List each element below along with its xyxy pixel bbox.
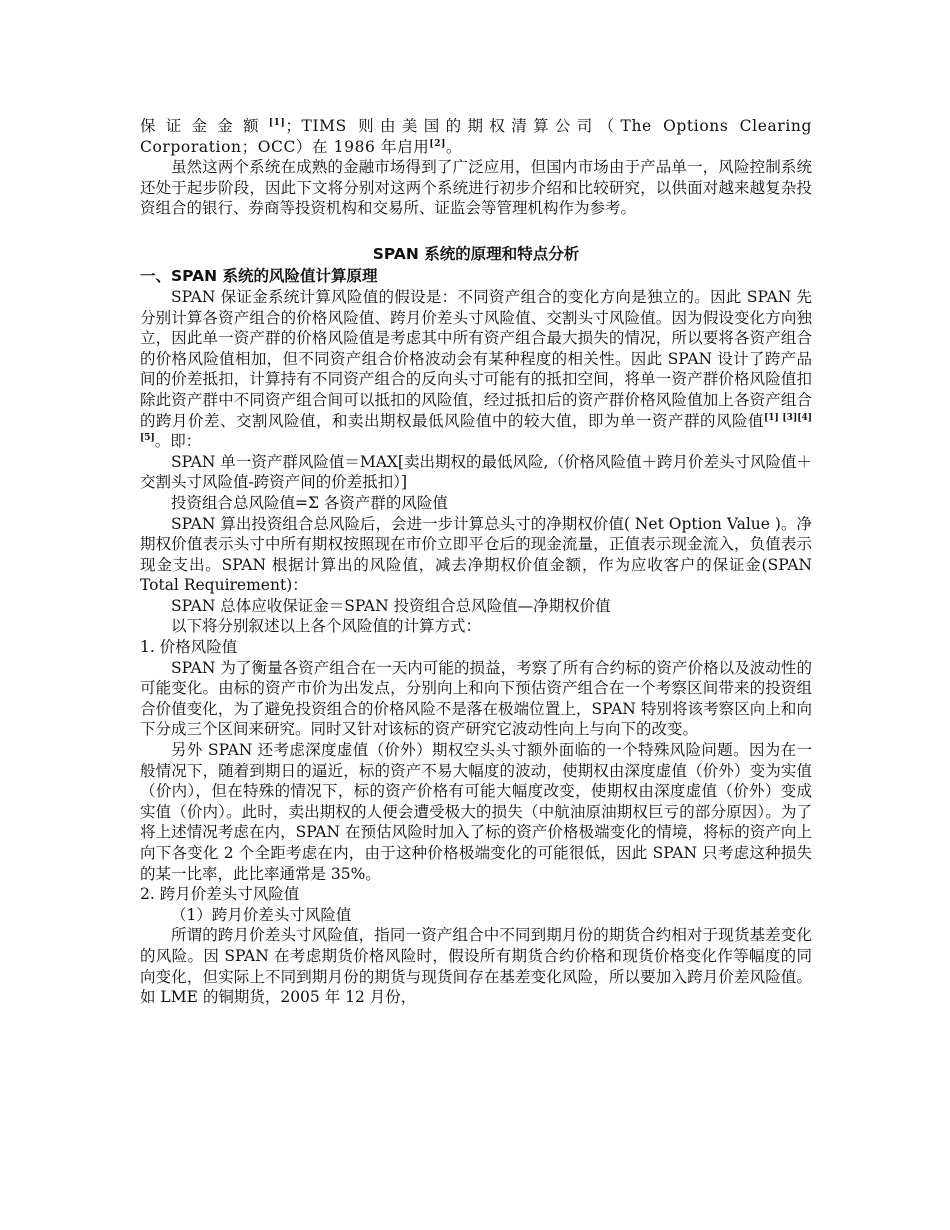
intro-text-b: ；TIMS 则由美国的期权清算公司（The Options Clearing Corporation；OCC）在 1986 年启用 [140, 117, 812, 156]
body-paragraph [140, 287, 812, 452]
body-paragraph-spread-risk: 所谓的跨月价差头寸风险值，指同一资产组合中不同到期月份的期货合约相对于现货基差变化的风险。因 SPAN 在考虑期货价格风险时，假设所有期货合约价格和现货价格变化作等幅度的同向变化，但实际上不同到期月份的期货与现货间存在基差变化风险，所以要加入跨月价差风险值。如 LME 的铜期货，2005 年 12 月份， [140, 926, 812, 1007]
intro-paragraph-2: 虽然这两个系统在成熟的金融市场得到了广泛应用，但国内市场由于产品单一，风险控制系统还处于起步阶段，因此下文将分别对这两个系统进行初步介绍和比较研究，以供面对越来越复杂投资组合的银行、券商等投资机构和交易所、证监会等管理机构作为参考。 [140, 158, 812, 218]
paragraph-text: SPAN 保证金系统计算风险值的假设是：不同资产组合的变化方向是独立的。因此 SPAN 先分别计算各资产组合的价格风险值、跨月价差头寸风险值、交割头寸风险值。因为假设变化方向独立，因此单一资产群的价格风险值是考虑其中所有资产组合最大损失的情况，所以要将各资产组合的价格风险值相加，但不同资产组合价格波动会有某种程度的相关性。因此 SPAN 设计了跨产品间的价差抵扣，计算持有不同资产组合的反向头寸可能有的抵扣空间，将单一资产群价格风险值扣除此资产群中不同资产组合间可以抵扣的风险值，经过抵扣后的资产群价格风险值加上各资产组合的跨月价差、交割风险值，和卖出期权最低风险值中的较大值，即为单一资产群的风险值 [140, 287, 812, 430]
citation-ref-2: [2] [429, 138, 446, 149]
body-paragraph-price-risk: SPAN 为了衡量各资产组合在一天内可能的损益，考察了所有合约标的资产价格以及波动性的可能变化。由标的资产市价为出发点，分别向上和向下预估资产组合在一个考察区间带来的投资组合价值变化，为了避免投资组合的价格风险不是落在极端位置上，SPAN 特别将该考察区向上和向下分成三个区间来研究。同时又针对该标的资产研究它波动性向上与向下的改变。 [140, 658, 812, 739]
formula-single-asset-risk: SPAN 单一资产群风险值＝MAX[卖出期权的最低风险,（价格风险值＋跨月价差头寸风险值＋交割头寸风险值-跨资产间的价差抵扣）] [140, 452, 812, 492]
sub-subsection-heading: （1）跨月价差头寸风险值 [171, 905, 352, 924]
citation-ref-1: [1] [268, 118, 286, 128]
document-page [140, 116, 812, 1008]
body-paragraph-deep-otm: 另外 SPAN 还考虑深度虚值（价外）期权空头头寸额外面临的一个特殊风险问题。因为在一般情况下，随着到期日的逼近，标的资产不易大幅度的波动，使期权由深度虚值（价外）变为实值（价内），但在特殊的情况下，标的资产价格有可能大幅度改变，使期权由深度虚值（价外）变成实值（价内）。此时，卖出期权的人便会遭受极大的损失（中航油原油期权巨亏的部分原因）。为了将上述情况考虑在内，SPAN 在预估风险时加入了标的资产价格极端变化的情境，将标的资产向上向下各变化 2 个全距考虑在内，由于这种价格极端变化的可能很低，因此 SPAN 只考虑这种损失的某一比率，此比率通常是 35%。 [140, 741, 812, 883]
subsection-heading-price-risk: 1. 价格风险值 [140, 638, 238, 657]
intro-text-a: 保证金金额 [140, 117, 269, 135]
subsection-heading-spread-risk: 2. 跨月价差头寸风险值 [140, 885, 300, 904]
section-heading-1: 一、SPAN 系统的风险值计算原理 [140, 266, 378, 285]
paragraph-text-end: 。即： [154, 432, 202, 451]
body-paragraph-net-option-value: SPAN 算出投资组合总风险后，会进一步计算总头寸的净期权价值( Net Option Value )。净期权价值表示头寸中所有期权按照现在市价立即平仓后的现金流量，正值表示现金流入，负值表示现金支出。SPAN 根据计算出的风险值，减去净期权价值金额，作为应收客户的保证金(SPAN Total Requirement)： [140, 514, 812, 595]
citation-refs: [1] [3][4] [5] [140, 412, 812, 444]
intro-text-c: 。 [445, 137, 463, 156]
formula-total-requirement: SPAN 总体应收保证金＝SPAN 投资组合总风险值—净期权价值 [171, 596, 611, 615]
intro-paragraph-1 [140, 116, 812, 157]
body-paragraph-intro-list: 以下将分别叙述以上各个风险值的计算方式： [171, 617, 482, 636]
formula-total-risk: 投资组合总风险值=Σ 各资产群的风险值 [171, 493, 448, 512]
section-title: SPAN 系统的原理和特点分析 [372, 244, 580, 263]
